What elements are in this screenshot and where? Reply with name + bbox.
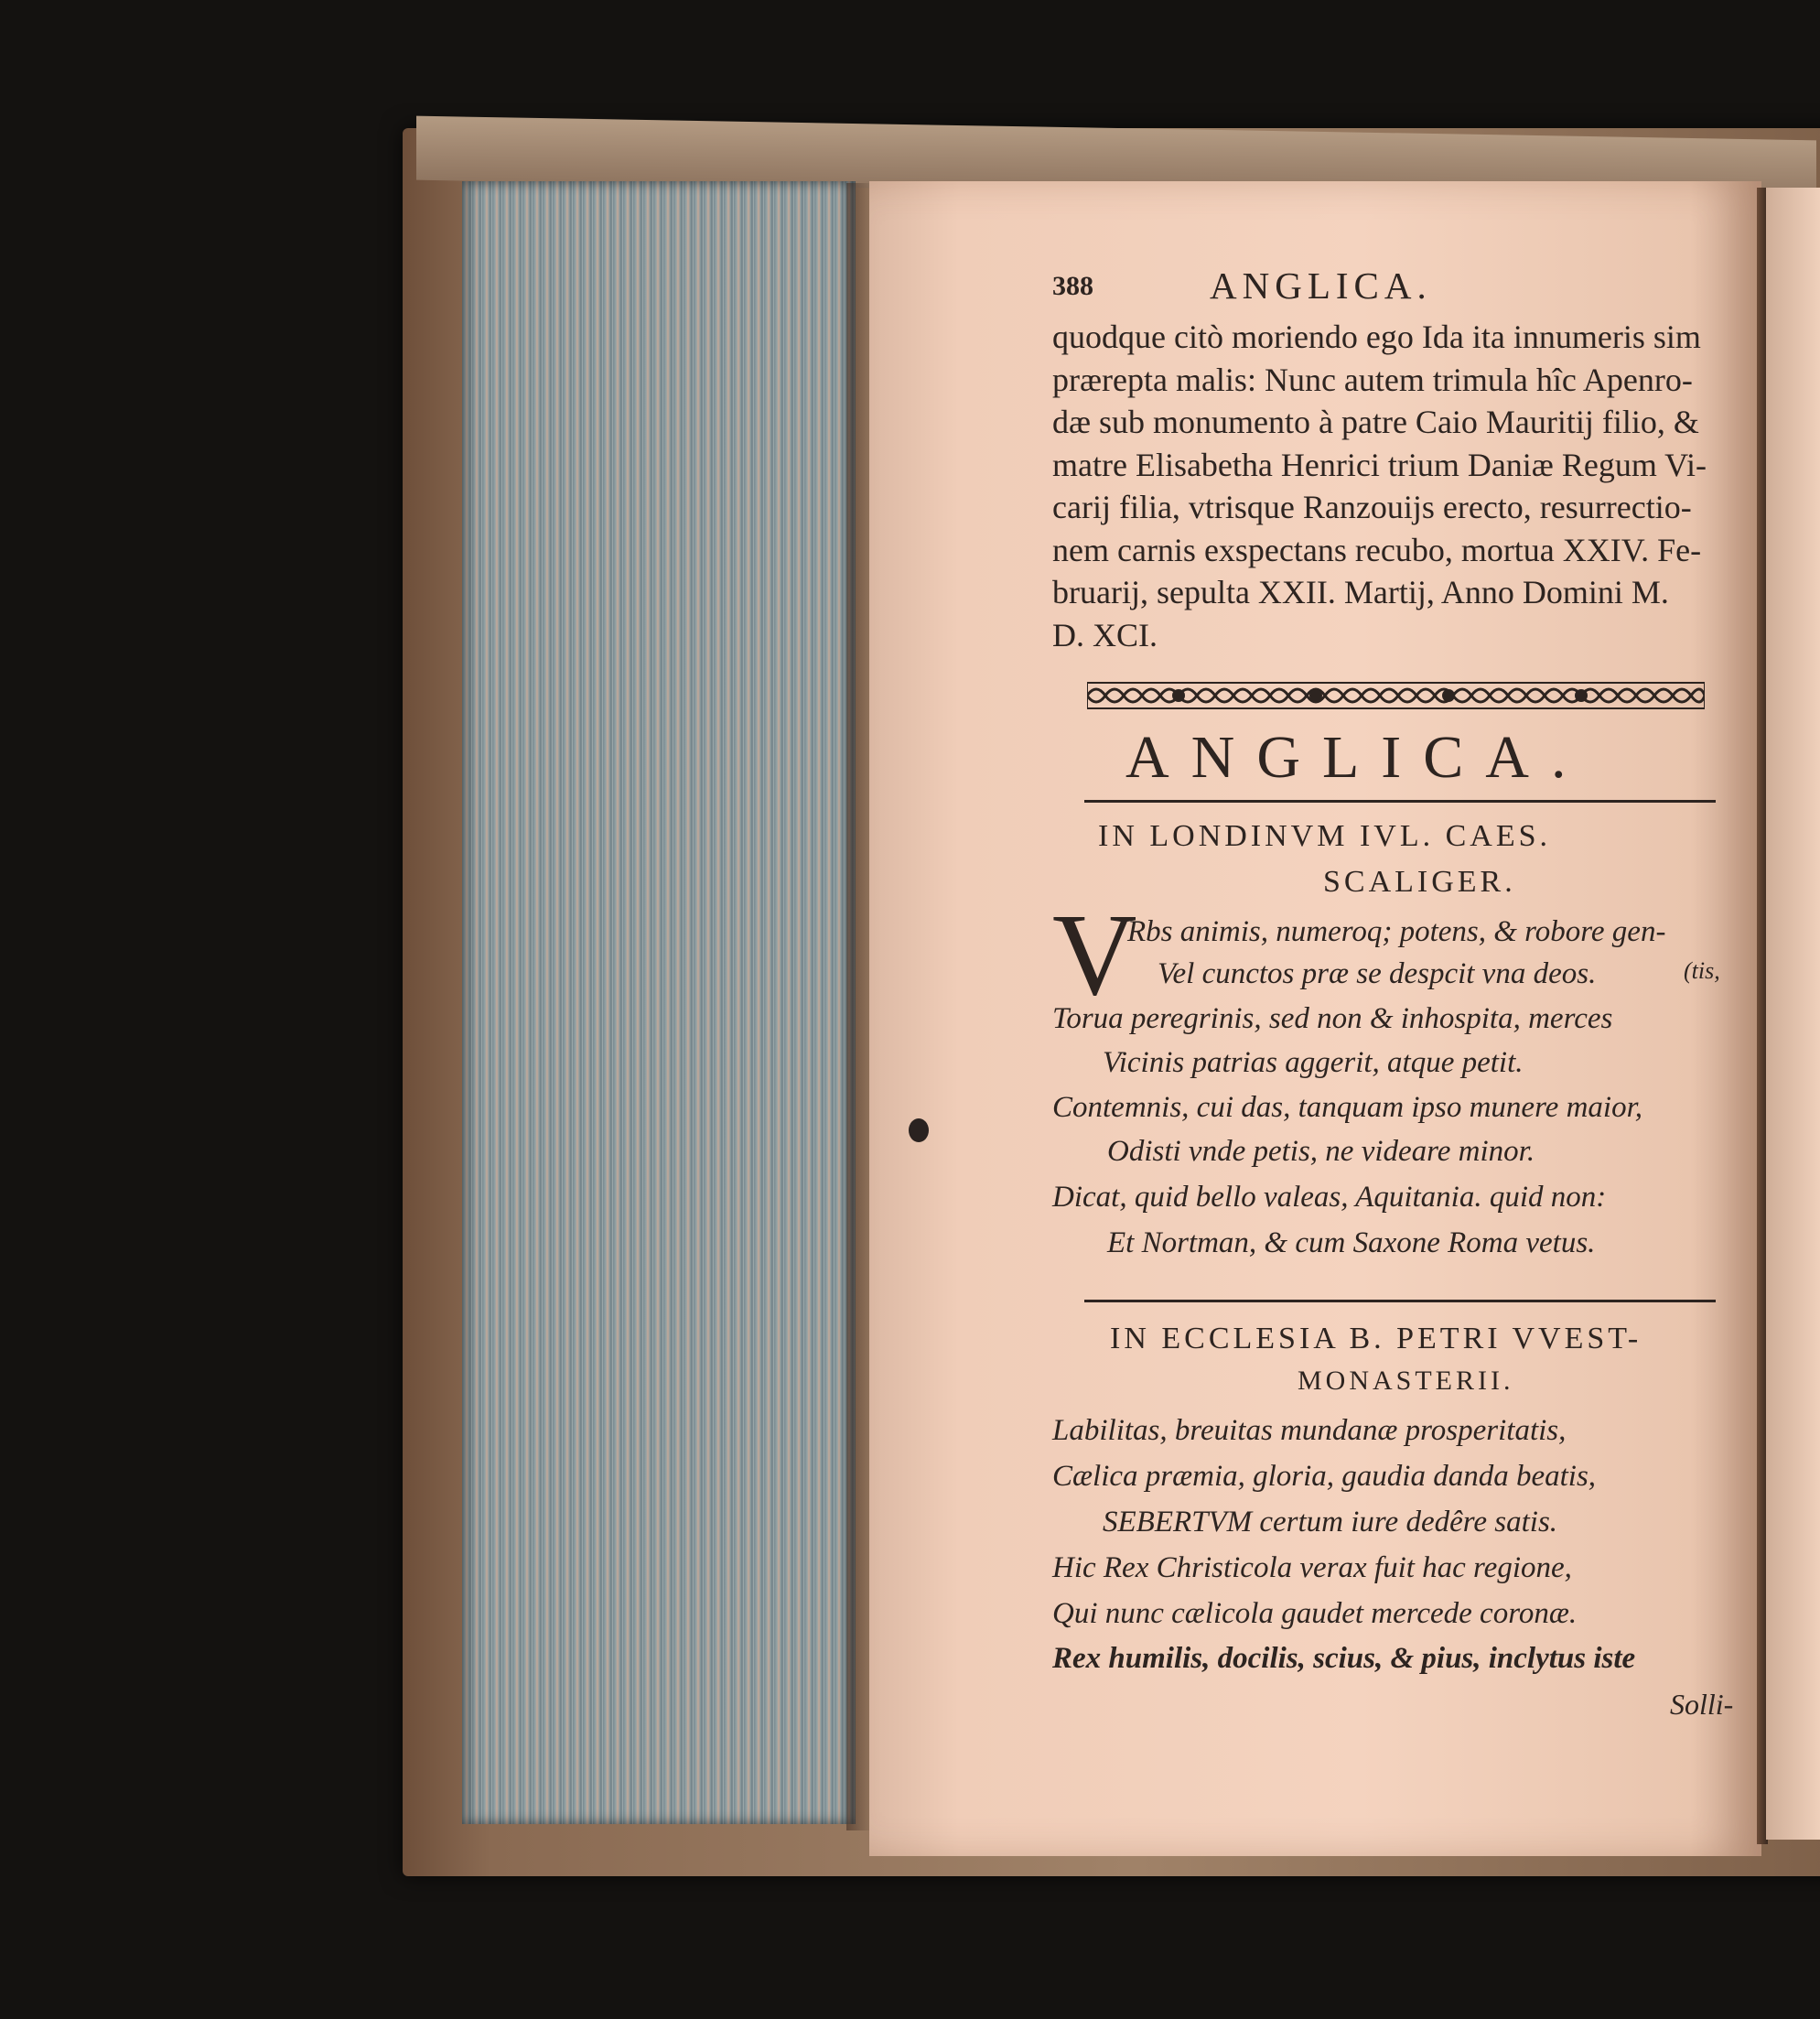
verse-line: Et Nortman, & cum Saxone Roma vetus. bbox=[1107, 1226, 1596, 1259]
verse-turnover: (tis, bbox=[1684, 957, 1720, 984]
epigram-author: SCALIGER. bbox=[1323, 865, 1516, 899]
drop-cap: V bbox=[1052, 890, 1137, 1020]
prose-line: matre Elisabetha Henrici trium Daniæ Regum Vi- bbox=[1052, 446, 1707, 483]
ornament-band bbox=[1087, 677, 1705, 714]
prose-line: dæ sub monumento à patre Caio Mauritij filio, & bbox=[1052, 404, 1699, 440]
verse-line: Vicinis patrias aggerit, atque petit. bbox=[1103, 1046, 1524, 1079]
page-number: 388 bbox=[1052, 271, 1093, 301]
verse-line: Hic Rex Christicola verax fuit hac regione, bbox=[1052, 1551, 1572, 1584]
prose-line: nem carnis exspectans recubo, mortua XXIV. Fe- bbox=[1052, 531, 1702, 568]
verse-line: Torua peregrinis, sed non & inhospita, merces bbox=[1052, 1002, 1613, 1035]
prose-line: prærepta malis: Nunc autem trimula hîc Apenro- bbox=[1052, 361, 1693, 398]
divider-rule bbox=[1084, 800, 1716, 803]
verse-line: Labilitas, breuitas mundanæ prosperitatis, bbox=[1052, 1414, 1567, 1447]
verse-line: Rbs animis, numeroq; potens, & robore gen- bbox=[1127, 915, 1666, 948]
page-edges-block bbox=[462, 181, 856, 1824]
section-title: ANGLICA. bbox=[1125, 724, 1588, 791]
epigram-heading-cont: MONASTERII. bbox=[1298, 1366, 1514, 1396]
verse-line: SEBERTVM certum iure dedêre satis. bbox=[1103, 1506, 1558, 1539]
verse-line: Cælica præmia, gloria, gaudia danda beatis, bbox=[1052, 1460, 1597, 1493]
verse-line: Vel cunctos præ se despcit vna deos. bbox=[1158, 957, 1597, 990]
prose-block bbox=[1052, 316, 1761, 656]
ink-fleck bbox=[909, 1118, 929, 1142]
prose-line: carij filia, vtrisque Ranzouijs erecto, resurrectio- bbox=[1052, 489, 1692, 525]
verse-line: Qui nunc cælicola gaudet mercede coronæ. bbox=[1052, 1597, 1578, 1630]
verse-line: Rex humilis, docilis, scius, & pius, inclytus iste bbox=[1052, 1642, 1636, 1675]
facing-page bbox=[1766, 188, 1820, 1840]
verse-line: Contemnis, cui das, tanquam ipso munere maior, bbox=[1052, 1091, 1643, 1124]
running-title: ANGLICA. bbox=[1210, 265, 1432, 307]
verse-line: Odisti vnde petis, ne videare minor. bbox=[1107, 1135, 1535, 1168]
prose-line: bruarij, sepulta XXII. Martij, Anno Domini M. bbox=[1052, 574, 1669, 610]
prose-line: D. XCI. bbox=[1052, 616, 1158, 653]
divider-rule bbox=[1084, 1300, 1716, 1302]
prose-line: quodque citò moriendo ego Ida ita innumeris sim bbox=[1052, 319, 1701, 355]
epigram-heading: IN LONDINVM IVL. CAES. bbox=[1098, 819, 1552, 853]
epigram-heading: IN ECCLESIA B. PETRI VVEST- bbox=[1110, 1322, 1642, 1355]
catchword: Solli- bbox=[1670, 1688, 1734, 1721]
verse-line: Dicat, quid bello valeas, Aquitania. quid non: bbox=[1052, 1181, 1607, 1214]
